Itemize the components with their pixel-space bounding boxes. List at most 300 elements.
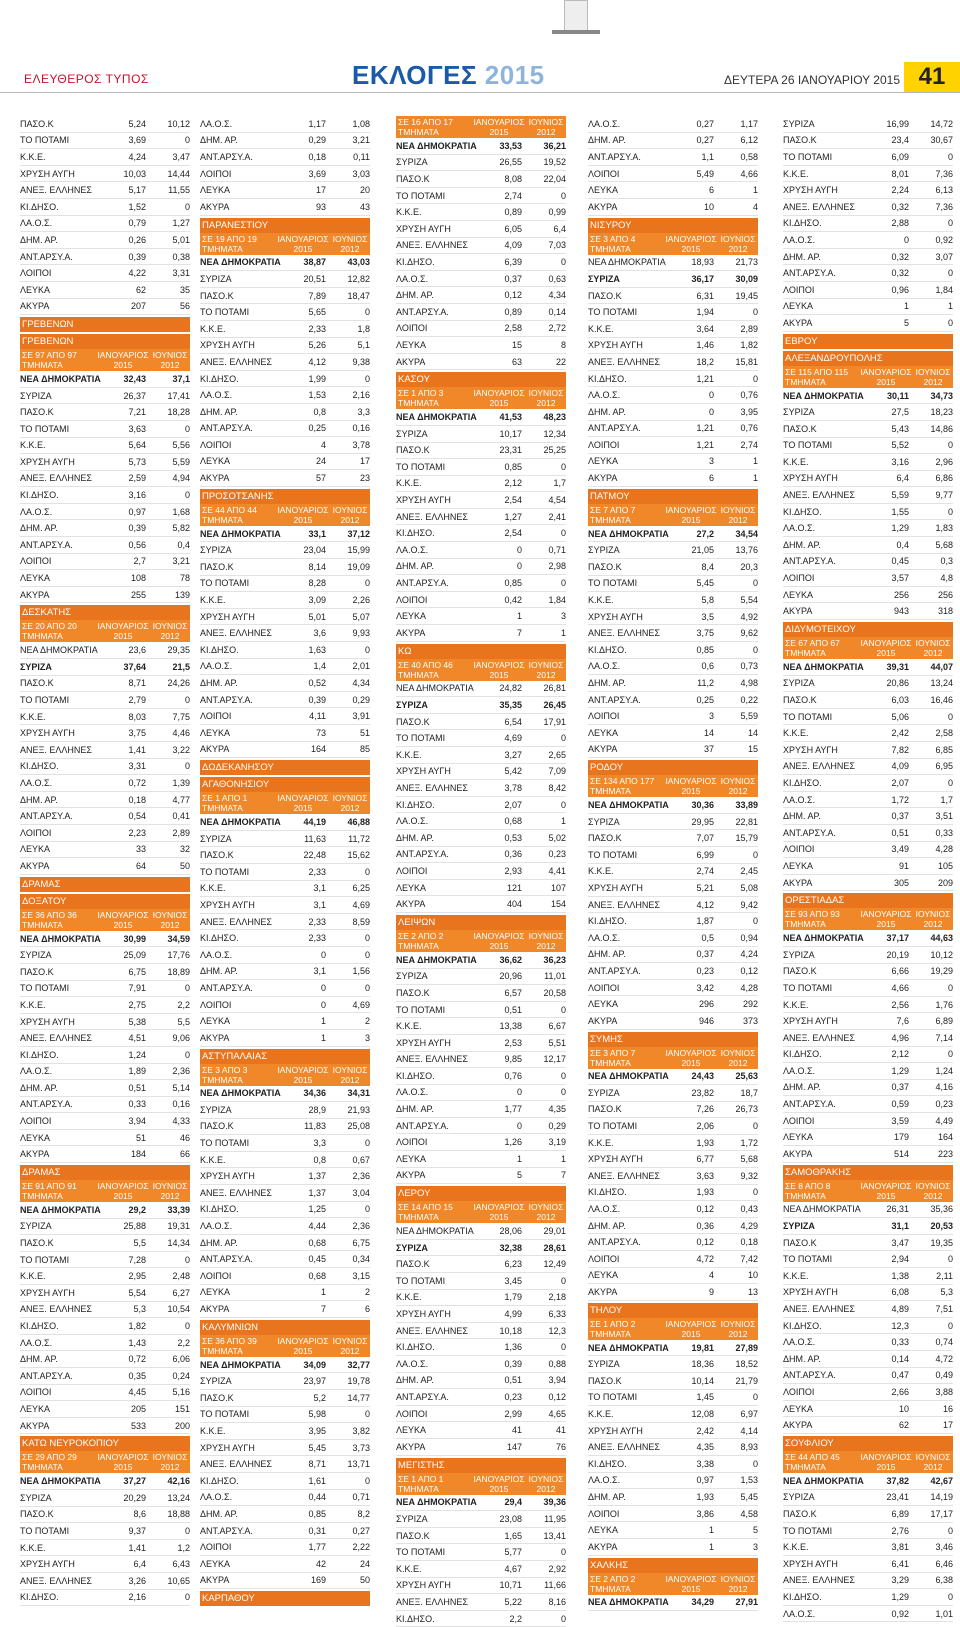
value-2015: 0,37 xyxy=(891,1082,909,1093)
result-row xyxy=(588,1151,758,1168)
value-2012: 13,24 xyxy=(930,678,953,689)
value-2012: 5,54 xyxy=(740,595,758,606)
value-2015: 0,25 xyxy=(696,694,714,705)
party-name: ΧΡΥΣΗ ΑΥΓΗ xyxy=(396,495,451,506)
value-2015: 0,89 xyxy=(504,306,522,317)
value-2012: 2,98 xyxy=(548,561,566,572)
value-2015: 8,28 xyxy=(308,578,326,589)
party-name: Κ.Κ.Ε. xyxy=(396,749,422,760)
result-row xyxy=(588,1506,758,1523)
value-2015: 18,36 xyxy=(691,1359,714,1370)
party-name: ΣΥΡΙΖΑ xyxy=(588,1087,620,1098)
value-2015: 0,76 xyxy=(504,1070,522,1081)
value-2012: 5,59 xyxy=(172,456,190,467)
value-2012: 2,48 xyxy=(172,1271,190,1282)
value-2012: 7,75 xyxy=(172,711,190,722)
party-name: ΔΗΜ. ΑΡ. xyxy=(588,1491,626,1502)
column-label-2012: ΙΟΥΝΙΟΣ 2012 xyxy=(528,1473,564,1494)
table-header xyxy=(588,504,758,526)
value-2012: 8,16 xyxy=(548,1596,566,1607)
party-name: ΛΟΙΠΟΙ xyxy=(396,1408,428,1419)
value-2012: 3,88 xyxy=(935,1386,953,1397)
result-row xyxy=(20,1030,190,1047)
result-row xyxy=(20,454,190,471)
value-2015: 5,42 xyxy=(504,766,522,777)
column-label-2012: ΙΟΥΝΙΟΣ 2012 xyxy=(915,1451,951,1472)
value-2015: 7,26 xyxy=(696,1104,714,1115)
party-name: ΔΗΜ. ΑΡ. xyxy=(200,406,238,417)
result-row xyxy=(396,287,566,304)
value-2012: 15,79 xyxy=(735,833,758,844)
result-row xyxy=(783,1146,953,1163)
value-2015: 2,79 xyxy=(128,695,146,706)
region-header: ΑΓΑΘΟΝΗΣΙΟΥ xyxy=(200,777,370,792)
value-2012: 1,53 xyxy=(740,1475,758,1486)
value-2012: 0 xyxy=(184,1525,190,1536)
party-name: ΚΙ.ΔΗΣΟ. xyxy=(200,1204,239,1215)
column-label-2012: ΙΟΥΝΙΟΣ 2012 xyxy=(332,504,368,525)
result-row xyxy=(396,1134,566,1151)
stations-reported: ΣΕ 36 ΑΠΟ 39 ΤΜΗΜΑΤΑ xyxy=(202,1335,257,1356)
value-2012: 14,72 xyxy=(930,118,953,129)
result-row xyxy=(588,1390,758,1407)
result-row xyxy=(396,1339,566,1356)
value-2012: 0,3 xyxy=(940,556,953,567)
party-name: ΑΚΥΡΑ xyxy=(396,356,426,367)
value-2015: 21,05 xyxy=(691,545,714,556)
region-header: ΧΑΛΚΗΣ xyxy=(588,1558,758,1573)
result-row xyxy=(396,730,566,747)
value-2012: 5 xyxy=(752,1525,758,1536)
value-2012: 0,76 xyxy=(740,423,758,434)
party-name: ΤΟ ΠΟΤΑΜΙ xyxy=(20,1254,70,1265)
value-2012: 0 xyxy=(560,1275,566,1286)
value-2015: 0,89 xyxy=(504,207,522,218)
result-row xyxy=(783,692,953,709)
value-2015: 1,29 xyxy=(891,1065,909,1076)
value-2012: 0 xyxy=(364,578,370,589)
value-2015: 6,77 xyxy=(696,1154,714,1165)
party-name: ΠΑΣΟ.Κ xyxy=(783,695,817,706)
value-2015: 23,4 xyxy=(891,135,909,146)
party-name: ΔΗΜ. ΑΡ. xyxy=(20,1082,58,1093)
value-2012: 0 xyxy=(184,490,190,501)
value-2012: 0 xyxy=(947,268,953,279)
party-name: Κ.Κ.Ε. xyxy=(200,1425,226,1436)
value-2012: 8,93 xyxy=(740,1442,758,1453)
value-2015: 5,77 xyxy=(504,1547,522,1558)
result-row xyxy=(783,1351,953,1368)
value-2012: 1 xyxy=(560,627,566,638)
region-header: ΟΡΕΣΤΙΑΔΑΣ xyxy=(783,893,953,908)
value-2015: 23,41 xyxy=(886,1492,909,1503)
result-row xyxy=(20,642,190,659)
value-2015: 2,74 xyxy=(696,866,714,877)
result-row xyxy=(200,1490,370,1507)
party-name: ΔΗΜ. ΑΡ. xyxy=(200,966,238,977)
value-2012: 1 xyxy=(560,1153,566,1164)
result-row xyxy=(20,199,190,216)
value-2015: 1,53 xyxy=(308,390,326,401)
party-name: ΛΟΙΠΟΙ xyxy=(588,982,620,993)
result-row xyxy=(396,1306,566,1323)
value-2012: 0,4 xyxy=(177,539,190,550)
column-label-2015: ΙΑΝΟΥΑΡΙΟΣ 2015 xyxy=(277,1064,329,1085)
value-2015: 2,16 xyxy=(128,1592,146,1603)
result-row xyxy=(783,858,953,875)
value-2012: 18,23 xyxy=(930,407,953,418)
table-header xyxy=(588,1047,758,1069)
value-2015: 38,87 xyxy=(303,257,326,268)
result-row xyxy=(588,1118,758,1135)
value-2012: 5,82 xyxy=(172,523,190,534)
value-2015: 3,09 xyxy=(308,595,326,606)
result-row xyxy=(396,1290,566,1307)
result-row xyxy=(783,1251,953,1268)
party-name: ΚΙ.ΔΗΣΟ. xyxy=(396,1070,435,1081)
party-name: ΣΥΡΙΖΑ xyxy=(396,971,428,982)
result-row xyxy=(588,1135,758,1152)
column-label-2012: ΙΟΥΝΙΟΣ 2012 xyxy=(915,1180,951,1201)
result-row xyxy=(588,847,758,864)
value-2015: 1,21 xyxy=(696,439,714,450)
value-2012: 16 xyxy=(942,1403,953,1414)
value-2015: 0,33 xyxy=(128,1099,146,1110)
stations-reported: ΣΕ 44 ΑΠΟ 44 ΤΜΗΜΑΤΑ xyxy=(202,504,257,525)
value-2012: 1,08 xyxy=(352,118,370,129)
result-row xyxy=(200,964,370,981)
value-2012: 1,27 xyxy=(172,218,190,229)
value-2012: 37,12 xyxy=(347,528,370,539)
result-row xyxy=(396,1439,566,1456)
value-2015: 1 xyxy=(320,1016,326,1027)
value-2012: 13,71 xyxy=(347,1459,370,1470)
value-2012: 0 xyxy=(752,578,758,589)
value-2015: 3,57 xyxy=(891,573,909,584)
result-row xyxy=(20,825,190,842)
value-2012: 0 xyxy=(560,190,566,201)
column-label-2015: ΙΑΝΟΥΑΡΙΟΣ 2015 xyxy=(665,776,717,797)
party-name: ΔΗΜ. ΑΡ. xyxy=(200,1237,238,1248)
value-2012: 0 xyxy=(364,982,370,993)
result-row xyxy=(783,875,953,892)
region-header: ΕΒΡΟΥ xyxy=(783,334,953,349)
party-name: ΑΝΕΞ. ΕΛΛΗΝΕΣ xyxy=(588,899,660,910)
value-2012: 7,36 xyxy=(935,168,953,179)
party-name: ΑΚΥΡΑ xyxy=(783,606,813,617)
party-name: Κ.Κ.Ε. xyxy=(588,1408,614,1419)
value-2015: 1,93 xyxy=(696,1137,714,1148)
party-name: ΛΕΥΚΑ xyxy=(20,844,51,855)
value-2015: 44,19 xyxy=(303,816,326,827)
value-2012: 4,16 xyxy=(935,1082,953,1093)
party-name: ΤΟ ΠΟΤΑΜΙ xyxy=(396,190,446,201)
party-name: ΝΕΑ ΔΗΜΟΚΡΑΤΙΑ xyxy=(783,1204,861,1215)
value-2012: 10 xyxy=(747,1270,758,1281)
value-2015: 3,16 xyxy=(891,456,909,467)
value-2012: 27,89 xyxy=(735,1342,758,1353)
column-label-2015: ΙΑΝΟΥΑΡΙΟΣ 2015 xyxy=(473,388,525,409)
value-2012: 2,58 xyxy=(935,728,953,739)
value-2015: 1,26 xyxy=(504,1137,522,1148)
value-2012: 34,59 xyxy=(167,933,190,944)
value-2012: 14 xyxy=(747,727,758,738)
value-2012: 1,83 xyxy=(935,523,953,534)
value-2015: 0,51 xyxy=(504,1004,522,1015)
party-name: ΛΕΥΚΑ xyxy=(783,589,814,600)
party-name: ΛΟΙΠΟΙ xyxy=(396,1137,428,1148)
value-2012: 6,12 xyxy=(740,135,758,146)
party-name: ΠΑΣΟ.Κ xyxy=(200,1392,234,1403)
value-2012: 12,17 xyxy=(543,1054,566,1065)
value-2012: 0,43 xyxy=(740,1204,758,1215)
result-row xyxy=(588,304,758,321)
party-name: ΛΕΥΚΑ xyxy=(783,301,814,312)
value-2012: 4,98 xyxy=(740,678,758,689)
party-name: ΑΝΕΞ. ΕΛΛΗΝΕΣ xyxy=(20,185,92,196)
result-row xyxy=(783,825,953,842)
value-2015: 23,04 xyxy=(303,545,326,556)
value-2012: 13 xyxy=(747,1287,758,1298)
party-name: ΔΗΜ. ΑΡ. xyxy=(588,678,626,689)
party-name: ΔΗΜ. ΑΡ. xyxy=(396,290,434,301)
column-label-2015: ΙΑΝΟΥΑΡΙΟΣ 2015 xyxy=(277,793,329,814)
value-2012: 0,34 xyxy=(352,1254,370,1265)
party-name: ΑΝΕΞ. ΕΛΛΗΝΕΣ xyxy=(588,1170,660,1181)
result-row xyxy=(396,1373,566,1390)
result-row xyxy=(200,725,370,742)
value-2012: 4,49 xyxy=(935,1115,953,1126)
value-2012: 42,67 xyxy=(930,1475,953,1486)
result-row xyxy=(20,964,190,981)
value-2012: 5,59 xyxy=(740,711,758,722)
value-2015: 2,99 xyxy=(504,1408,522,1419)
value-2015: 0,97 xyxy=(696,1475,714,1486)
value-2015: 8,01 xyxy=(891,168,909,179)
party-name: Κ.Κ.Ε. xyxy=(396,207,422,218)
party-name: ΑΝΤ.ΑΡΣΥ.Α. xyxy=(396,1120,449,1131)
result-row xyxy=(200,1390,370,1407)
result-row xyxy=(20,1130,190,1147)
result-row xyxy=(20,1268,190,1285)
value-2015: 2,12 xyxy=(504,478,522,489)
result-row xyxy=(20,1590,190,1607)
value-2015: 1,24 xyxy=(128,1049,146,1060)
value-2015: 3,29 xyxy=(891,1575,909,1586)
value-2012: 21,93 xyxy=(347,1104,370,1115)
party-name: ΛΑ.Ο.Σ. xyxy=(588,932,621,943)
value-2012: 48,23 xyxy=(543,412,566,423)
party-name: ΧΡΥΣΗ ΑΥΓΗ xyxy=(20,1559,75,1570)
value-2015: 1,45 xyxy=(696,1392,714,1403)
value-2015: 6,54 xyxy=(504,716,522,727)
value-2012: 14,34 xyxy=(167,1238,190,1249)
party-name: ΛΕΥΚΑ xyxy=(200,727,231,738)
value-2015: 943 xyxy=(893,606,909,617)
value-2012: 6,75 xyxy=(352,1237,370,1248)
value-2015: 3,45 xyxy=(504,1275,522,1286)
value-2015: 36,17 xyxy=(691,273,714,284)
value-2012: 3,47 xyxy=(172,151,190,162)
party-name: ΛΟΙΠΟΙ xyxy=(396,865,428,876)
value-2015: 3,31 xyxy=(128,761,146,772)
party-name: ΑΚΥΡΑ xyxy=(200,744,230,755)
party-name: ΑΚΥΡΑ xyxy=(200,1575,230,1586)
column-label-2015: ΙΑΝΟΥΑΡΙΟΣ 2015 xyxy=(665,1047,717,1068)
party-name: ΠΑΣΟ.Κ xyxy=(20,407,54,418)
party-name: ΔΗΜ. ΑΡ. xyxy=(396,561,434,572)
value-2015: 1,29 xyxy=(891,523,909,534)
value-2012: 20,58 xyxy=(543,987,566,998)
value-2015: 0 xyxy=(903,234,909,245)
value-2015: 0,85 xyxy=(504,461,522,472)
result-row xyxy=(200,321,370,338)
party-name: ΛΟΙΠΟΙ xyxy=(783,573,815,584)
value-2015: 3,3 xyxy=(313,1138,326,1149)
result-row xyxy=(396,426,566,443)
result-row xyxy=(588,814,758,831)
result-row xyxy=(396,1085,566,1102)
result-row xyxy=(200,1357,370,1374)
value-2015: 4,89 xyxy=(891,1304,909,1315)
party-name: ΚΙ.ΔΗΣΟ. xyxy=(200,644,239,655)
result-row xyxy=(588,454,758,471)
party-name: ΑΝΕΞ. ΕΛΛΗΝΕΣ xyxy=(200,1459,272,1470)
result-row xyxy=(588,1489,758,1506)
value-2012: 2,65 xyxy=(548,749,566,760)
result-row xyxy=(783,570,953,587)
result-row xyxy=(588,1284,758,1301)
value-2012: 0 xyxy=(184,1592,190,1603)
result-row xyxy=(200,1168,370,1185)
value-2012: 3,04 xyxy=(352,1187,370,1198)
party-name: ΛΟΙΠΟΙ xyxy=(20,556,52,567)
result-row xyxy=(783,249,953,266)
value-2012: 8,2 xyxy=(357,1508,370,1519)
value-2015: 2,53 xyxy=(504,1037,522,1048)
party-name: ΔΗΜ. ΑΡ. xyxy=(200,1508,238,1519)
value-2012: 0,18 xyxy=(740,1237,758,1248)
result-row xyxy=(588,1340,758,1357)
party-name: ΛΑ.Ο.Σ. xyxy=(396,1087,429,1098)
value-2012: 6,85 xyxy=(935,744,953,755)
value-2015: 5,59 xyxy=(891,490,909,501)
result-row xyxy=(783,216,953,233)
column-label-2015: ΙΑΝΟΥΑΡΙΟΣ 2015 xyxy=(473,1202,525,1223)
result-row xyxy=(20,1146,190,1163)
value-2012: 0 xyxy=(560,1342,566,1353)
result-row xyxy=(783,603,953,620)
value-2012: 0,23 xyxy=(935,1099,953,1110)
result-row xyxy=(783,709,953,726)
value-2012: 164 xyxy=(937,1132,953,1143)
result-row xyxy=(588,1456,758,1473)
value-2015: 28,06 xyxy=(499,1226,522,1237)
result-row xyxy=(588,542,758,559)
value-2015: 6,4 xyxy=(896,473,909,484)
result-row xyxy=(588,371,758,388)
party-name: ΝΕΑ ΔΗΜΟΚΡΑΤΙΑ xyxy=(588,1597,669,1608)
value-2012: 3,19 xyxy=(548,1137,566,1148)
result-row xyxy=(20,570,190,587)
party-name: ΤΟ ΠΟΤΑΜΙ xyxy=(783,982,833,993)
value-2015: 0,8 xyxy=(313,406,326,417)
party-name: ΛΑ.Ο.Σ. xyxy=(200,1221,233,1232)
result-row xyxy=(20,1097,190,1114)
value-2012: 0 xyxy=(947,151,953,162)
value-2012: 4,66 xyxy=(740,168,758,179)
party-name: ΧΡΥΣΗ ΑΥΓΗ xyxy=(588,1154,643,1165)
party-name: ΛΕΥΚΑ xyxy=(588,185,619,196)
value-2012: 0 xyxy=(560,461,566,472)
value-2012: 4,34 xyxy=(352,678,370,689)
value-2015: 0,12 xyxy=(504,290,522,301)
table-header xyxy=(200,504,370,526)
result-row xyxy=(588,725,758,742)
party-name: ΛΟΙΠΟΙ xyxy=(20,827,52,838)
party-name: ΛΑ.Ο.Σ. xyxy=(200,1492,233,1503)
value-2012: 5,5 xyxy=(177,1016,190,1027)
result-row xyxy=(200,116,370,133)
value-2012: 12,82 xyxy=(347,273,370,284)
result-row xyxy=(200,659,370,676)
value-2012: 0 xyxy=(560,1547,566,1558)
result-row xyxy=(588,149,758,166)
party-name: ΛΟΙΠΟΙ xyxy=(588,168,620,179)
result-row xyxy=(396,880,566,897)
party-name: ΝΕΑ ΔΗΜΟΚΡΑΤΙΑ xyxy=(396,1226,474,1237)
value-2012: 13,41 xyxy=(543,1530,566,1541)
result-row xyxy=(20,1302,190,1319)
value-2012: 15 xyxy=(747,744,758,755)
result-row xyxy=(20,216,190,233)
party-name: Κ.Κ.Ε. xyxy=(783,456,809,467)
party-name: ΑΝΕΞ. ΕΛΛΗΝΕΣ xyxy=(200,1187,272,1198)
party-name: ΑΚΥΡΑ xyxy=(20,1149,50,1160)
result-row xyxy=(588,1251,758,1268)
value-2015: 10,71 xyxy=(499,1580,522,1591)
party-name: ΠΑΣΟ.Κ xyxy=(588,1104,622,1115)
party-name: ΔΗΜ. ΑΡ. xyxy=(396,1104,434,1115)
value-2012: 0,27 xyxy=(352,1525,370,1536)
results-column-5 xyxy=(783,116,953,1622)
value-2015: 0,39 xyxy=(128,251,146,262)
value-2012: 26,73 xyxy=(735,1104,758,1115)
value-2015: 0 xyxy=(708,406,714,417)
party-name: ΛΟΙΠΟΙ xyxy=(200,1270,232,1281)
result-row xyxy=(588,271,758,288)
value-2015: 13,38 xyxy=(499,1021,522,1032)
value-2015: 6,57 xyxy=(504,987,522,998)
value-2015: 0,23 xyxy=(696,965,714,976)
party-name: ΧΡΥΣΗ ΑΥΓΗ xyxy=(200,1442,255,1453)
value-2015: 2,23 xyxy=(128,827,146,838)
value-2015: 2,07 xyxy=(891,777,909,788)
result-row xyxy=(783,1573,953,1590)
value-2012: 0,29 xyxy=(352,694,370,705)
value-2012: 6,38 xyxy=(935,1575,953,1586)
value-2015: 25,88 xyxy=(123,1221,146,1232)
value-2015: 6,89 xyxy=(891,1508,909,1519)
result-row xyxy=(396,896,566,913)
stations-reported: ΣΕ 3 ΑΠΟ 3 ΤΜΗΜΑΤΑ xyxy=(202,1064,248,1085)
value-2012: 0,12 xyxy=(740,965,758,976)
value-2015: 10,03 xyxy=(123,168,146,179)
value-2015: 1 xyxy=(516,611,522,622)
value-2012: 3,31 xyxy=(172,268,190,279)
result-row xyxy=(396,1611,566,1627)
value-2015: 1 xyxy=(320,1287,326,1298)
